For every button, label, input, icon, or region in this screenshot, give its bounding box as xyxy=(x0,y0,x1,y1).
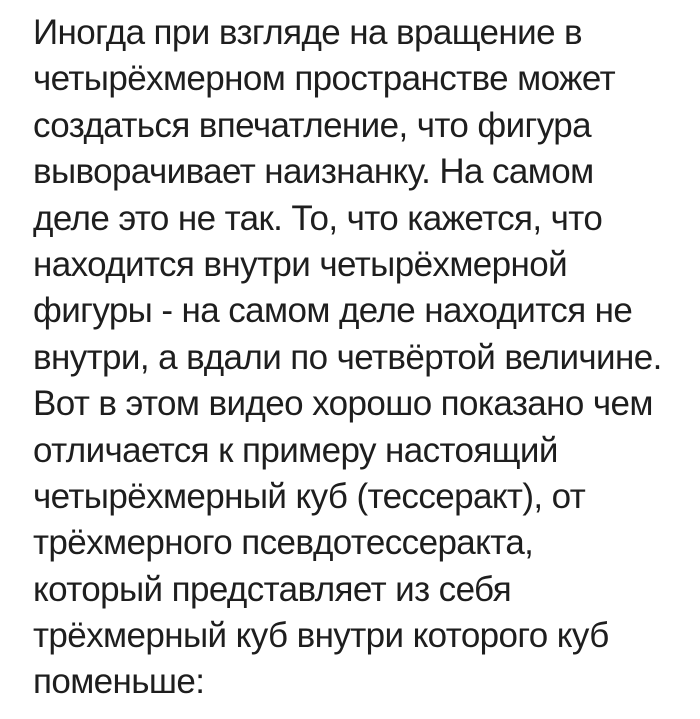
paragraph-line: отличается к примеру настоящий xyxy=(33,430,558,470)
paragraph-line: поменьше: xyxy=(33,662,205,702)
paragraph-line: четырёхмерном пространстве может xyxy=(33,59,616,99)
paragraph-line: фигуры - на самом деле находится не xyxy=(33,291,633,331)
paragraph-line: внутри, а вдали по четвёртой величине. xyxy=(33,337,662,377)
paragraph-line: Вот в этом видео хорошо показано чем xyxy=(33,384,653,424)
paragraph-line: Иногда при взгляде на вращение в xyxy=(33,13,583,52)
paragraph-line: трёхмерный куб внутри которого куб xyxy=(33,616,609,656)
paragraph-line: создаться впечатление, что фигура xyxy=(33,105,591,145)
paragraph-line: находится внутри четырёхмерной xyxy=(33,244,568,284)
paragraph-line: трёхмерного псевдотессеракта, xyxy=(33,523,534,563)
paragraph-line: деле это не так. То, что кажется, что xyxy=(33,198,603,238)
paragraph-line: который представляет из себя xyxy=(33,569,512,609)
paragraph-line: выворачивает наизнанку. На самом xyxy=(33,152,594,192)
paragraph-line: четырёхмерный куб (тессеракт), от xyxy=(33,476,586,516)
